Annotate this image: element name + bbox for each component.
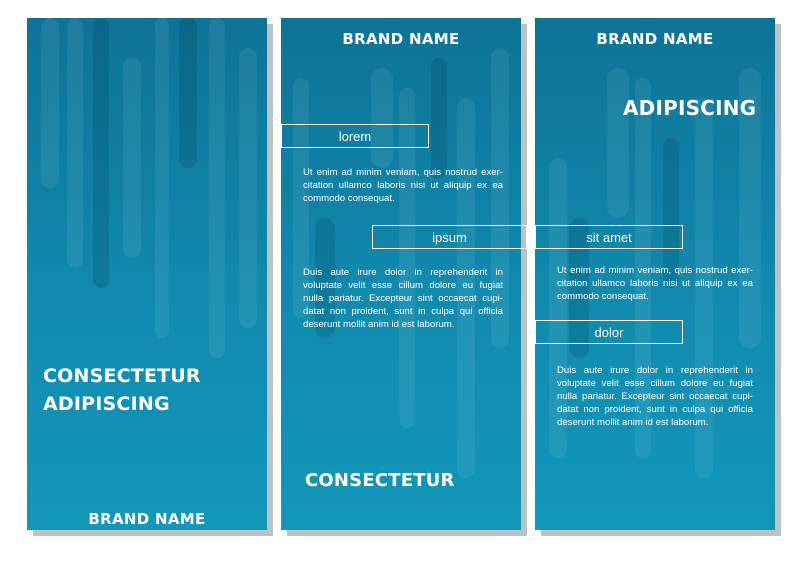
- brochure-panel-right: [535, 18, 775, 530]
- label-box-lorem: lorem: [281, 124, 429, 148]
- panel1-brand-name: BRAND NAME: [88, 510, 206, 528]
- panel1-heading-line1: CONSECTETUR: [43, 365, 201, 387]
- panel3-paragraph-1: Ut enim ad minim veniam, quis nostrud exer-citation ullamco laboris nisi ut aliquip ex ea commodo consequat.: [557, 265, 753, 302]
- panel1-heading-line2: ADIPISCING: [43, 393, 170, 415]
- label-box-ipsum: ipsum: [372, 225, 527, 249]
- panel2-paragraph-2: Duis aute irure dolor in reprehenderit in voluptate velit esse cillum dolore eu fugiat nulla pariatur. Excepteur sint occaecat cupi-datat non proident, sunt in culpa qui officia deserunt mollit anim id est laborum.: [303, 267, 503, 330]
- panel2-heading: CONSECTETUR: [305, 470, 455, 491]
- brochure-panel-middle: [281, 18, 521, 530]
- panel2-paragraph-1: Ut enim ad minim veniam, quis nostrud exer-citation ullamco laboris nisi ut aliquip ex ea commodo consequat.: [303, 167, 503, 204]
- panel2-brand-name: BRAND NAME: [342, 30, 460, 48]
- panel3-brand-name: BRAND NAME: [596, 30, 714, 48]
- panel3-heading: ADIPISCING: [623, 96, 757, 120]
- panel3-paragraph-2: Duis aute irure dolor in reprehenderit in voluptate velit esse cillum dolore eu fugiat nulla pariatur. Excepteur sint occaecat cupi-datat non proident, sunt in culpa qui officia deserunt mollit anim id est laborum.: [557, 365, 753, 428]
- brochure-panel-left: [27, 18, 267, 530]
- label-box-sit-amet: sit amet: [535, 225, 683, 249]
- label-box-dolor: dolor: [535, 320, 683, 344]
